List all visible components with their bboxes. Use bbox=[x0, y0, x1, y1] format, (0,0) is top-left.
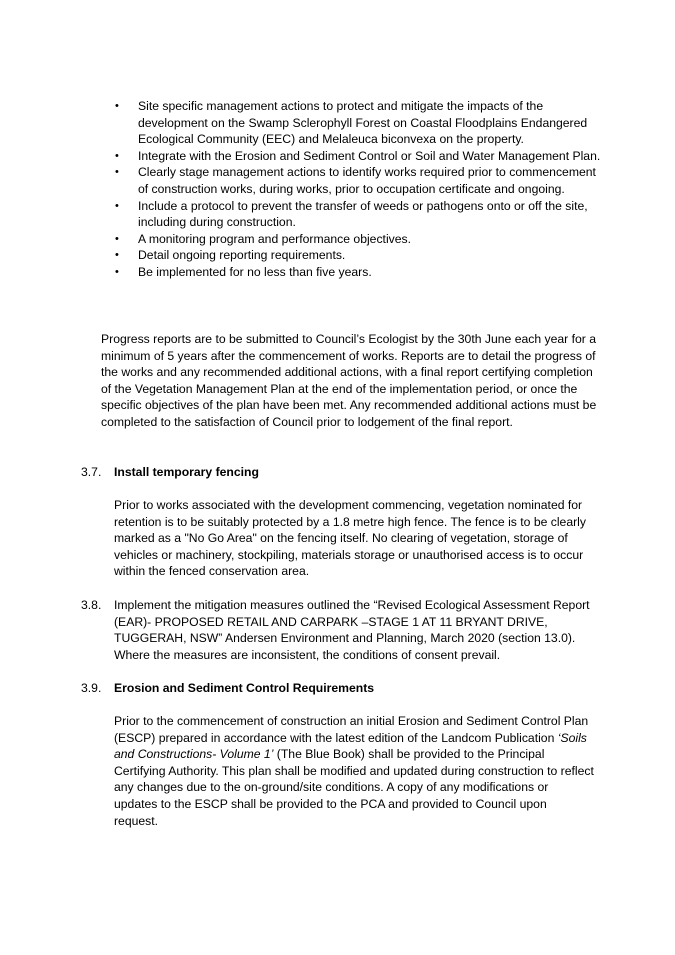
list-item: • Be implemented for no less than five years. bbox=[115, 264, 372, 279]
list-item: • A monitoring program and performance objectives. bbox=[115, 231, 412, 246]
progress-reports-paragraph: Progress reports are to be submitted to Council’s Ecologist by the 30th June each year for a minimum of 5 years after the commencement of works. Reports are to detail the progress of the works and any recommended additional actions, with a final report certifying completion of the Vegetation Management Plan at the end of the implementation period, or once the specific objectives of the plan have been met. Any recommended additional actions must be completed to the satisfaction of Council prior to lodgement of the final report. bbox=[101, 332, 597, 429]
section-body: Prior to the commencement of construction an initial Erosion and Sediment Control Plan (ESCP) prepared in accordance with the latest edition of the Landcom Publication ‘Soils and Constructions- Volume 1’ (The Blue Book) shall be provided to the Principal Certifying Authority. This plan shall be modified and updated during construction to reflect any changes due to the on-ground/site conditions. A copy of any modifications or updates to the ESCP shall be provided to the PCA and provided to Council upon request. bbox=[114, 714, 594, 828]
bullet-icon: • bbox=[115, 166, 119, 179]
list-item: • Include a protocol to prevent the transfer of weeds or pathogens onto or off the site, including during construction. bbox=[115, 198, 588, 230]
section-body: Implement the mitigation measures outlined the “Revised Ecological Assessment Report (EAR)- PROPOSED RETAIL AND CARPARK –STAGE 1 AT 11 BRYANT DRIVE, TUGGERAH, NSW” Andersen Environment and Planning, March 2020 (section 13.0). Where the measures are inconsistent, the conditions of consent prevail. bbox=[114, 598, 590, 662]
list-item: • Clearly stage management actions to identify works required prior to commencement of construction works, during works, prior to occupation certificate and ongoing. bbox=[115, 165, 596, 196]
section-heading: Install temporary fencing bbox=[114, 465, 259, 479]
publication-title: ‘Soils and Constructions- Volume 1’ bbox=[114, 730, 587, 762]
section-number: 3.9. bbox=[81, 681, 102, 695]
bullet-icon: • bbox=[115, 265, 119, 278]
section-number: 3.7. bbox=[81, 465, 102, 479]
management-actions-list bbox=[114, 98, 604, 281]
bullet-icon: • bbox=[115, 232, 119, 245]
bullet-icon: • bbox=[115, 249, 119, 262]
list-item: • Integrate with the Erosion and Sediment Control or Soil and Water Management Plan. bbox=[115, 148, 601, 163]
section-body: Prior to works associated with the development commencing, vegetation nominated for retention is to be suitably protected by a 1.8 metre high fence. The fence is to be clearly marked as a "No Go Area" on the fencing itself. No clearing of vegetation, storage of vehicles or machinery, stockpiling, materials storage or unauthorised access is to occur within the fenced conservation area. bbox=[114, 498, 586, 579]
section-number: 3.8. bbox=[81, 598, 102, 612]
section-heading: Erosion and Sediment Control Requirements bbox=[114, 681, 375, 695]
bullet-icon: • bbox=[115, 199, 119, 212]
list-item: • Detail ongoing reporting requirements. bbox=[115, 248, 346, 263]
list-item: • Site specific management actions to protect and mitigate the impacts of the development on the Swamp Sclerophyll Forest on Coastal Floodplains Endangered Ecological Community (EEC) and Melaleuca biconvexa on the property. bbox=[115, 99, 588, 147]
bullet-icon: • bbox=[115, 149, 119, 162]
bullet-icon: • bbox=[115, 100, 119, 112]
